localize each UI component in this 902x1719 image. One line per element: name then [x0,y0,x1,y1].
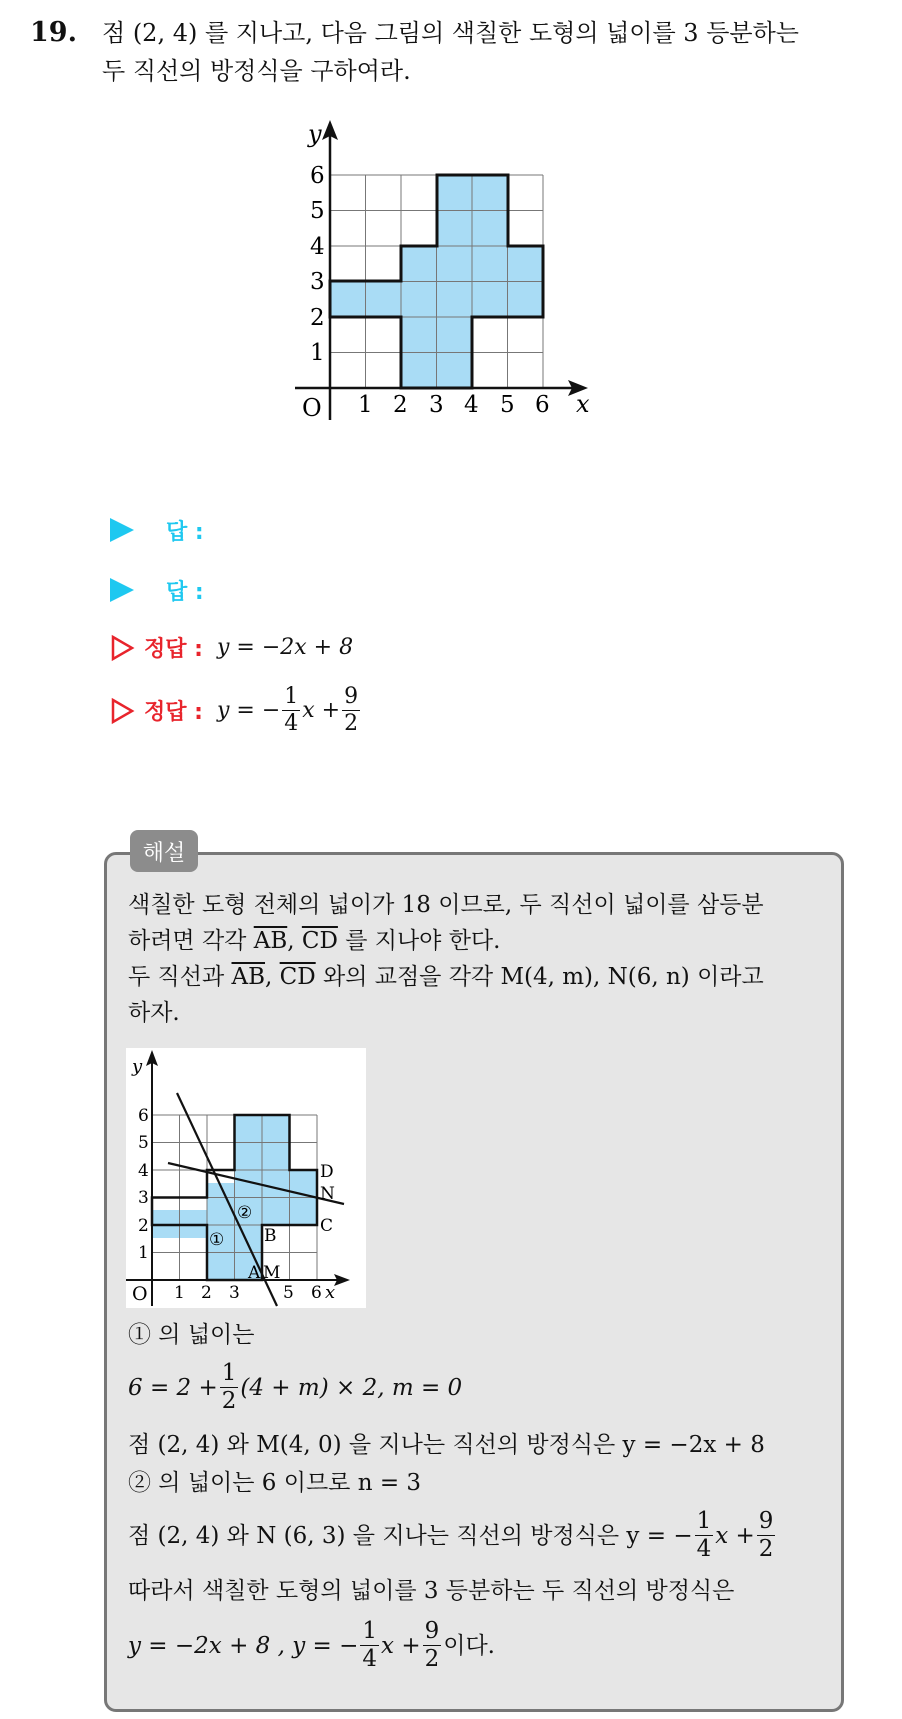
y-tick: 6 [310,163,325,189]
solution-tag: 해설 [130,830,198,872]
solution-graph [126,1048,366,1308]
fraction: $\frac{9}{2}$ [424,1618,440,1672]
solution-line-7: 점 (2, 4) 와 M(4, 0) 을 지나는 직선의 방정식은 y = −2x + 8 [128,1432,765,1458]
x-tick: 1 [358,392,373,418]
x-axis-label: x [325,1282,336,1303]
correct-answer-1-eq: y = −2x + 8 [216,635,354,660]
correct-answer-2 [110,686,362,735]
solution-line-11: y = −2x + 8 , y = − $\frac{1}{4}$ x + $\frac{9}{2}$ 이다. [128,1618,495,1672]
x-tick: 6 [535,392,550,418]
region-label-1: ① [209,1230,225,1250]
answer-blank-1 [110,510,204,550]
y-axis-label: y [308,120,322,148]
x-tick: 3 [429,392,444,418]
origin-label: O [302,394,322,422]
point-label-c: C [320,1216,334,1236]
x-tick: 5 [500,392,515,418]
x-tick: 2 [201,1283,212,1303]
solution-line-1: 색칠한 도형 전체의 넓이가 18 이므로, 두 직선이 넓이를 삼등분 [128,892,764,918]
y-tick: 1 [138,1243,149,1263]
y-tick: 4 [138,1161,149,1181]
y-axis-label: y [132,1056,143,1077]
correct-label: 정답 : [144,637,203,662]
segment-ab: $\overline{AB}$ [253,928,288,954]
correct-label: 정답 : [144,700,203,725]
y-tick: 5 [138,1133,149,1153]
solution-line-8: ② 의 넓이는 6 이므로 n = 3 [128,1470,422,1496]
point-label-n: N [320,1184,335,1204]
x-tick: 5 [283,1283,294,1303]
shape-graph [302,120,600,430]
y-tick: 2 [310,305,325,331]
play-triangle-icon [110,578,134,602]
fraction: $\frac{9}{2}$ [758,1508,774,1562]
point-label-d: D [320,1162,334,1182]
solution-line-5: ① 의 넓이는 [128,1322,255,1348]
x-tick: 6 [311,1283,322,1303]
problem-line-2: 두 직선의 방정식을 구하여라. [102,57,411,85]
y-tick: 4 [310,234,325,260]
y-tick: 3 [310,269,325,295]
region-label-2: ② [237,1203,253,1223]
point-label-b: B [264,1226,277,1246]
answer-label: 답 : [166,519,204,545]
y-tick: 6 [138,1106,149,1126]
solution-line-4: 하자. [128,1000,180,1026]
solution-line-2: 하려면 각각 $\overline{AB}$, $\overline{CD}$ 를 지나야 한다. [128,928,501,954]
x-tick: 2 [393,392,408,418]
answer-label: 답 : [166,579,204,605]
fraction: $\frac{1}{2}$ [221,1360,237,1414]
correct-answer-2-mid: x + [302,698,341,723]
point-label-a: A [248,1263,261,1283]
solution-line-3: 두 직선과 $\overline{AB}$, $\overline{CD}$ 와의 교점을 각각 M(4, m), N(6, n) 이라고 [128,964,764,990]
problem-line-1: 점 (2, 4) 를 지나고, 다음 그림의 색칠한 도형의 넓이를 3 등분하는 [102,19,799,47]
fraction: $\frac{1}{4}$ [696,1508,712,1562]
y-tick: 1 [310,340,325,366]
point-label-m: M [263,1263,281,1283]
correct-answer-2-pre: y = − [216,698,281,723]
solution-line-10: 따라서 색칠한 도형의 넓이를 3 등분하는 두 직선의 방정식은 [128,1578,735,1604]
x-axis-label: x [576,390,590,418]
play-triangle-icon [110,518,134,542]
answer-blank-2 [110,570,204,610]
origin-label: O [132,1283,148,1305]
x-tick: 1 [174,1283,185,1303]
y-tick: 3 [138,1188,149,1208]
outline-triangle-icon [110,635,134,661]
fraction: $\frac{1}{4}$ [362,1618,378,1672]
problem-text [102,14,902,90]
segment-cd: $\overline{CD}$ [301,928,338,954]
fraction: $\frac{9}{2}$ [344,684,359,736]
fraction: $\frac{1}{4}$ [284,684,299,736]
correct-answer-1 [110,632,353,663]
solution-line-9: 점 (2, 4) 와 N (6, 3) 을 지나는 직선의 방정식은 y = − $\frac{1}{4}$ x + $\frac{9}{2}$ [128,1508,774,1562]
y-tick: 5 [310,198,325,224]
solution-line-6: 6 = 2 + $\frac{1}{2}$ (4 + m) × 2, m = 0 [128,1360,463,1414]
x-tick: 4 [464,392,479,418]
x-tick: 3 [229,1283,240,1303]
y-tick: 2 [138,1216,149,1236]
problem-number: 19. [30,17,77,48]
outline-triangle-icon [110,698,134,724]
